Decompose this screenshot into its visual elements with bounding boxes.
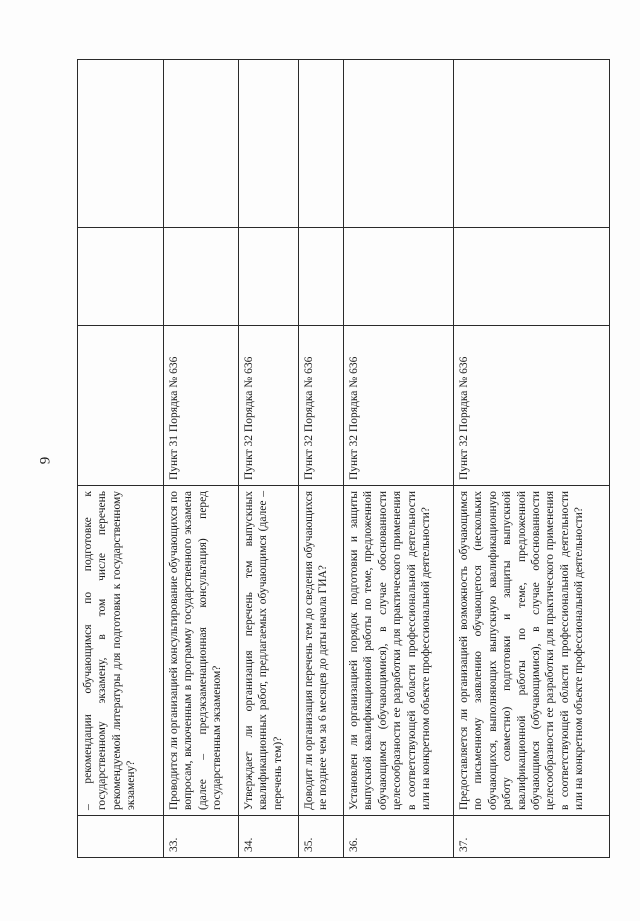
page-number: 9	[37, 456, 54, 465]
legal-reference: Пункт 32 Порядка № 636	[299, 326, 344, 486]
table-row	[454, 60, 610, 858]
table-row	[164, 60, 239, 858]
legal-reference: Пункт 31 Порядка № 636	[164, 326, 239, 486]
row-number: 35.	[299, 816, 344, 858]
rotated-table-wrapper	[77, 60, 609, 858]
legal-reference: Пункт 32 Порядка № 636	[239, 326, 299, 486]
row-number: 34.	[239, 816, 299, 858]
question-text: – рекомендации обучающимся по подготовке к государственному экзамену, в том числе перечень рекомендуемой литературы для подготовки к государственному экзамену?	[78, 486, 164, 816]
empty-cell	[78, 228, 164, 326]
question-text: Доводит ли организация перечень тем до сведения обучающихся не позднее чем за 6 месяцев до даты начала ГИА?	[299, 486, 344, 816]
empty-cell	[164, 228, 239, 326]
question-text: Установлен ли организацией порядок подготовки и защиты выпускной квалификационной работы по теме, предложенной обучающимся (обучающимися), в случае обоснованности целесообразности ее разработки для практического применения в соответствующей области профессиональной деятельности или на конкретном объекте профессиональной деятельности?	[344, 486, 454, 816]
table-row	[239, 60, 299, 858]
question-text: Утверждает ли организация перечень тем выпускных квалификационных работ, предлагаемых обучающимся (далее – перечень тем)?	[239, 486, 299, 816]
empty-cell	[239, 60, 299, 228]
empty-cell	[299, 228, 344, 326]
empty-cell	[239, 228, 299, 326]
table-row	[344, 60, 454, 858]
empty-cell	[454, 228, 610, 326]
legal-reference	[78, 326, 164, 486]
row-number: 33.	[164, 816, 239, 858]
question-text: Предоставляется ли организацией возможность обучающимся по письменному заявлению обучающегося (нескольких обучающихся, выполняющих выпускную квалификационную работу совместно) подготовки и защиты выпускной квалификационной работы по теме, предложенной обучающимся (обучающимися), в случае обоснованности целесообразности ее разработки для практического применения в соответствующей области профессиональной деятельности или на конкретном объекте профессиональной деятельности?	[454, 486, 610, 816]
empty-cell	[78, 60, 164, 228]
empty-cell	[164, 60, 239, 228]
row-number: 36.	[344, 816, 454, 858]
question-text: Проводится ли организацией консультирование обучающихся по вопросам, включенным в программу государственного экзамена (далее – предэкзаменационная консультация) перед государственным экзаменом?	[164, 486, 239, 816]
empty-cell	[344, 60, 454, 228]
checklist-table	[77, 59, 610, 858]
empty-cell	[454, 60, 610, 228]
legal-reference: Пункт 32 Порядка № 636	[454, 326, 610, 486]
empty-cell	[344, 228, 454, 326]
empty-cell	[299, 60, 344, 228]
table-row	[299, 60, 344, 858]
row-number: 37.	[454, 816, 610, 858]
row-number	[78, 816, 164, 858]
legal-reference: Пункт 32 Порядка № 636	[344, 326, 454, 486]
table-row	[78, 60, 164, 858]
